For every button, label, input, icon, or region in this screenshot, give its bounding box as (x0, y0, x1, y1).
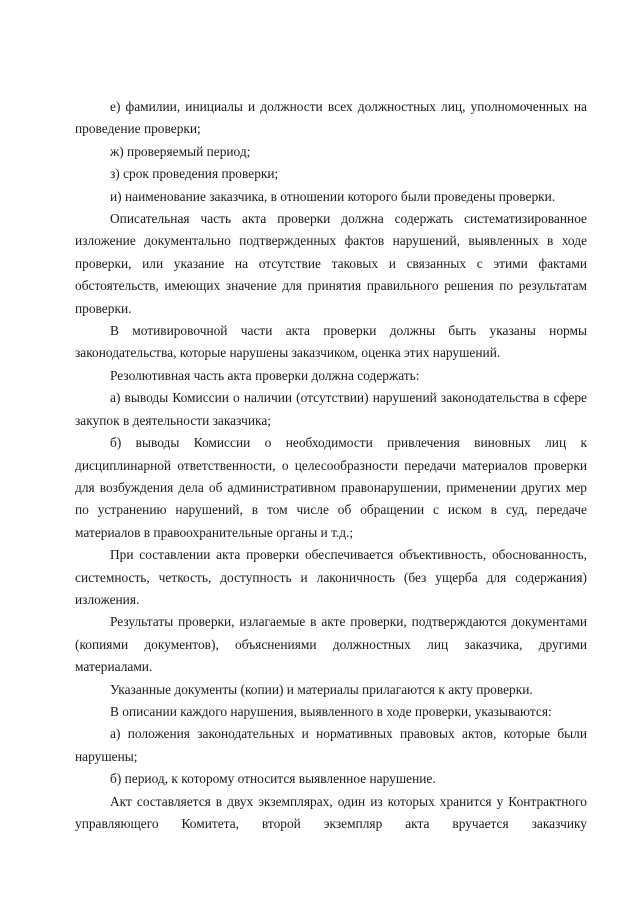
paragraph-item-i: и) наименование заказчика, в отношении которого были проведены проверки. (110, 188, 556, 204)
paragraph-motivational-part: В мотивировочной части акта проверки должны быть указаны нормы законодательства, которые нарушены заказчиком, оценка этих нарушений. (75, 323, 587, 361)
paragraph-item-a-conclusions: а) выводы Комиссии о наличии (отсутствии) нарушений законодательства в сфере закупок в деятельности заказчика; (75, 390, 587, 428)
paragraph-item-b-conclusions: б) выводы Комиссии о необходимости привлечения виновных лиц к дисциплинарной ответственности, о целесообразности передачи материалов проверки для возбуждения дела об административном правонарушении, применении других мер по устранению нарушений, в том числе об обращении с иском в суд, передаче материалов в правоохранительные органы и т.д.; (75, 435, 587, 540)
paragraph-item-z: з) срок проведения проверки; (110, 166, 279, 182)
paragraph-descriptive-part: Описательная часть акта проверки должна содержать систематизированное изложение документально подтвержденных фактов нарушений, выявленных в ходе проверки, или указание на отсутствие таковых и связанных с этими фактами обстоятельств, имеющих значение для принятия правильного решения по результатам проверки. (75, 211, 587, 316)
paragraph-item-a-provisions: а) положения законодательных и нормативных правовых актов, которые были нарушены; (75, 726, 587, 764)
paragraph-attachments: Указанные документы (копии) и материалы прилагаются к акту проверки. (110, 681, 533, 697)
paragraph-item-b-period: б) период, к которому относится выявленное нарушение. (110, 771, 436, 787)
paragraph-item-zh: ж) проверяемый период; (110, 143, 251, 159)
paragraph-violation-description: В описании каждого нарушения, выявленного в ходе проверки, указываются: (110, 703, 552, 719)
paragraph-drafting-principles: При составлении акта проверки обеспечивается объективность, обоснованность, системность, четкость, доступность и лаконичность (без ущерба для содержания) изложения. (75, 547, 587, 607)
document-body (75, 96, 587, 835)
paragraph-resolutive-part: Резолютивная часть акта проверки должна содержать: (110, 367, 420, 383)
paragraph-item-e: е) фамилии, инициалы и должности всех должностных лиц, уполномоченных на проведение проверки; (75, 99, 587, 137)
paragraph-results-confirmation: Результаты проверки, излагаемые в акте проверки, подтверждаются документами (копиями документов), объяснениями должностных лиц заказчика, другими материалами. (75, 614, 587, 675)
paragraph-act-copies: Акт составляется в двух экземплярах, один из которых хранится у Контрактного управляющего Комитета, второй экземпляр акта вручается заказчику (75, 793, 587, 831)
